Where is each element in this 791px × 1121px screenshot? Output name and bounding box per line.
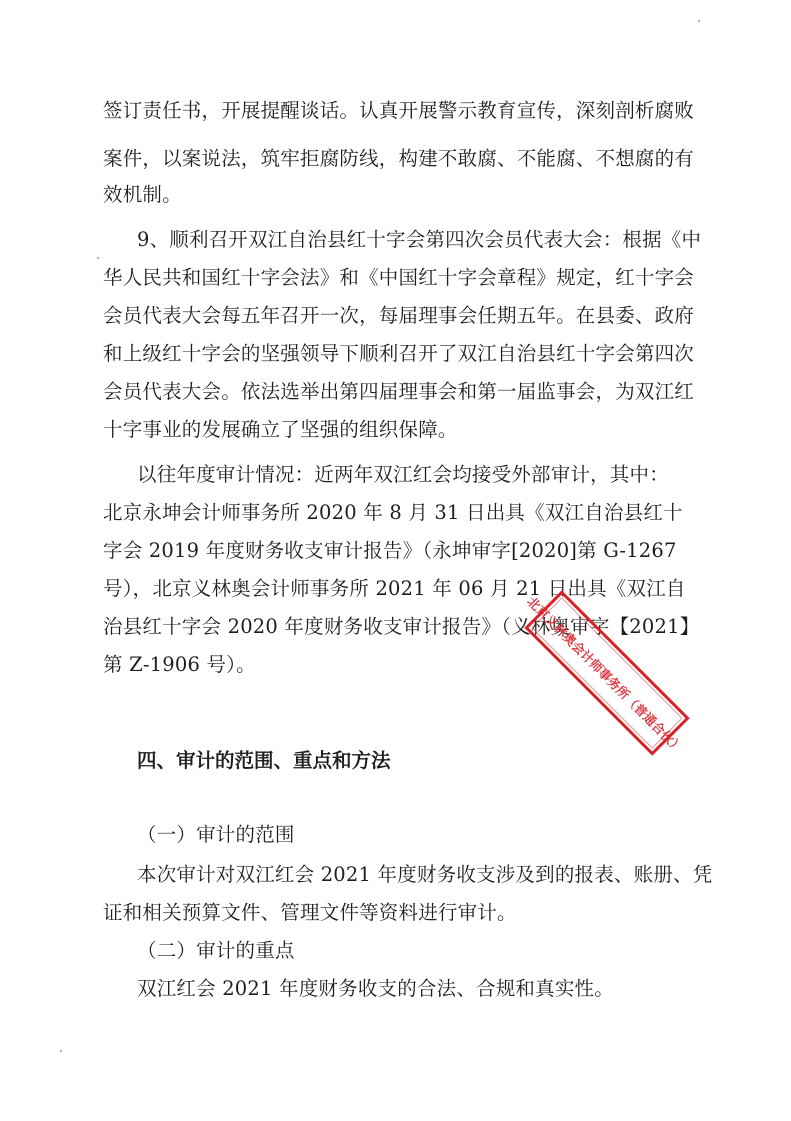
stamp-text: 北京义林奥会计师事务所（普通合伙）	[524, 593, 687, 756]
red-seal-stamp-icon	[512, 578, 702, 768]
body-text-line: 十字事业的发展确立了坚强的组织保障。	[103, 418, 458, 441]
body-text-line: 案件，以案说法，筑牢拒腐防线，构建不敢腐、不能腐、不想腐的有	[103, 147, 695, 170]
section-heading: 四、审计的范围、重点和方法	[137, 749, 391, 772]
body-text-line: 北京永坤会计师事务所 2020 年 8 月 31 日出具《双江自治县红十	[103, 501, 683, 524]
body-text-line: 号），北京义林奥会计师事务所 2021 年 06 月 21 日出具《双江自	[103, 577, 686, 600]
subsection-title: （二）审计的重点	[137, 939, 295, 962]
body-text-line: 9、顺利召开双江自治县红十字会第四次会员代表大会：根据《中	[137, 228, 702, 251]
body-text-line: 和上级红十字会的坚强领导下顺利召开了双江自治县红十字会第四次	[103, 342, 695, 365]
scan-speck	[60, 1050, 62, 1052]
body-text-line: 字会 2019 年度财务收支审计报告》（永坤审字[2020]第 G-1267	[103, 539, 677, 562]
body-text-line: 会员代表大会每五年召开一次，每届理事会任期五年。在县委、政府	[103, 304, 695, 327]
body-text-line: 双江红会 2021 年度财务收支的合法、合规和真实性。	[137, 977, 614, 1000]
body-text-line: 第 Z-1906 号）。	[103, 653, 256, 676]
body-text-line: 签订责任书，开展提醒谈话。认真开展警示教育宣传，深刻剖析腐败	[103, 99, 695, 122]
body-text-line: 以往年度审计情况：近两年双江红会均接受外部审计，其中：	[137, 463, 669, 486]
body-text-line: 效机制。	[103, 183, 182, 206]
body-text-line: 证和相关预算文件、管理文件等资料进行审计。	[103, 901, 517, 924]
scan-speck	[698, 20, 700, 22]
body-text-line: 会员代表大会。依法选举出第四届理事会和第一届监事会，为双江红	[103, 380, 695, 403]
scan-speck	[97, 257, 99, 259]
body-text-line: 华人民共和国红十字会法》和《中国红十字会章程》规定，红十字会	[103, 266, 695, 289]
body-text-line: 本次审计对双江红会 2021 年度财务收支涉及到的报表、账册、凭	[137, 863, 713, 886]
subsection-title: （一）审计的范围	[137, 823, 295, 846]
body-text-line: 治县红十字会 2020 年度财务收支审计报告》（义林奥审字【2021】	[103, 615, 700, 638]
